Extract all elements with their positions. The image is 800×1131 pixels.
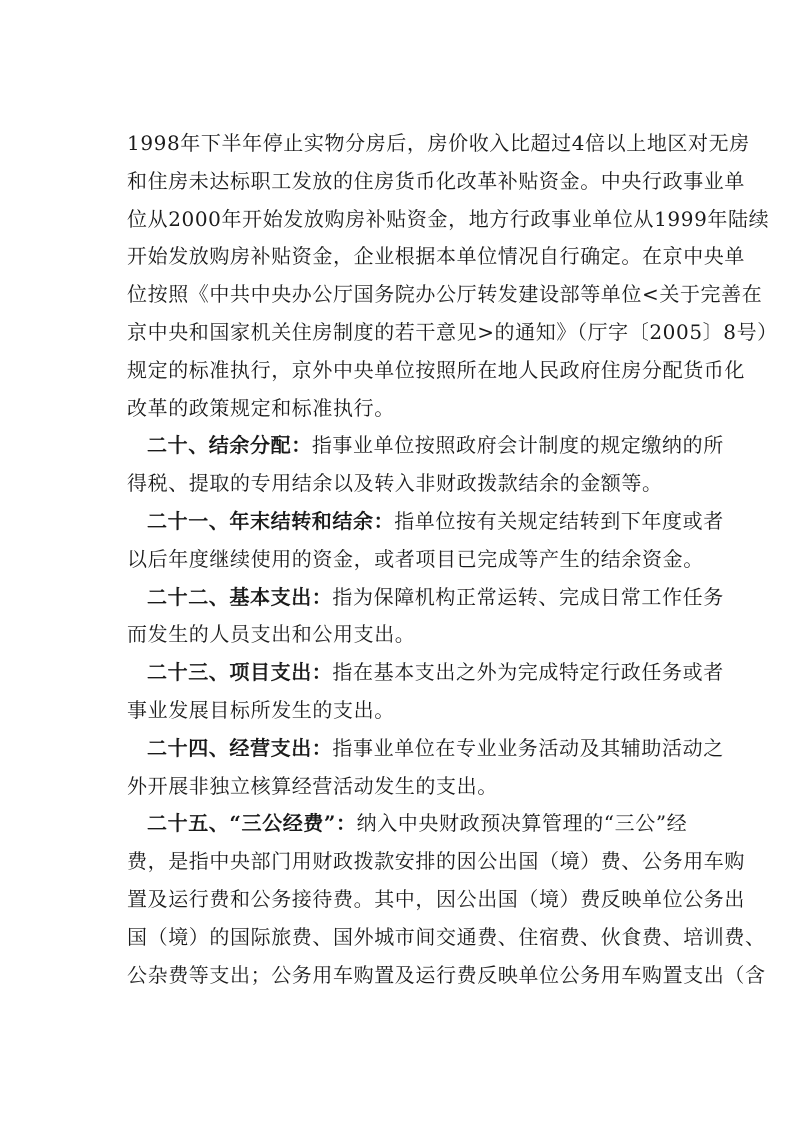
text-line (127, 163, 745, 201)
line-text: 指在基本支出之外为完成特定行政任务或者 (332, 660, 724, 685)
line-text: 开始发放购房补贴资金，企业根据本单位情况自行确定。在京中央单 (127, 244, 745, 269)
line-text: 得税、提取的专用结余以及转入非财政拨款结余的金额等。 (127, 471, 663, 496)
text-line (127, 881, 745, 919)
section-term: 二十四、经营支出： (147, 735, 333, 760)
text-line (127, 503, 724, 541)
section-term: 二十三、项目支出： (147, 660, 333, 685)
text-line (127, 125, 750, 163)
line-text: 公杂费等支出；公务用车购置及运行费反映单位公务用车购置支出（含 (127, 962, 766, 987)
text-line (127, 427, 724, 465)
section-term: 二十五、“三公经费”： (147, 811, 357, 836)
line-text: 外开展非独立核算经营活动发生的支出。 (127, 773, 498, 798)
body-text (127, 125, 778, 994)
text-line (127, 390, 717, 428)
text-line (127, 541, 717, 579)
line-text: 位按照《中共中央办公厅国务院办公厅转发建设部等单位<关于完善在 (127, 282, 763, 307)
text-line (127, 919, 766, 957)
line-text: 规定的标准执行，京外中央单位按照所在地人民政府住房分配货币化 (127, 357, 745, 382)
line-text: 位从2000年开始发放购房补贴资金，地方行政事业单位从1999年陆续 (127, 206, 770, 231)
text-line (127, 692, 717, 730)
text-line (127, 201, 770, 239)
text-line (127, 276, 763, 314)
line-text: 京中央和国家机关住房制度的若干意见>的通知》（厅字〔2005〕8号） (127, 319, 778, 344)
text-line (127, 843, 745, 881)
line-text: 指为保障机构正常运转、完成日常工作任务 (332, 584, 724, 609)
section-term: 二十一、年末结转和结余： (147, 508, 395, 533)
section-term: 二十二、基本支出： (147, 584, 333, 609)
line-text: 和住房未达标职工发放的住房货币化改革补贴资金。中央行政事业单 (127, 168, 745, 193)
text-line (127, 238, 745, 276)
text-line (127, 768, 717, 806)
line-text: 置及运行费和公务接待费。其中，因公出国（境）费反映单位公务出 (127, 886, 745, 911)
line-text: 纳入中央财政预决算管理的“三公”经 (356, 811, 688, 836)
section-term: 二十、结余分配： (147, 433, 312, 458)
text-line (127, 805, 717, 843)
line-text: 指单位按有关规定结转到下年度或者 (394, 508, 724, 533)
text-line (127, 314, 778, 352)
text-line (127, 465, 717, 503)
line-text: 改革的政策规定和标准执行。 (127, 395, 395, 420)
line-text: 1998年下半年停止实物分房后，房价收入比超过4倍以上地区对无房 (127, 131, 750, 155)
text-line (127, 730, 724, 768)
line-text: 国（境）的国际旅费、国外城市间交通费、住宿费、伙食费、培训费、 (127, 924, 766, 949)
line-text: 指事业单位在专业业务活动及其辅助活动之 (332, 735, 724, 760)
text-line (127, 579, 724, 617)
line-text: 事业发展目标所发生的支出。 (127, 697, 395, 722)
line-text: 而发生的人员支出和公用支出。 (127, 622, 416, 647)
text-line (127, 654, 724, 692)
text-line (127, 957, 766, 995)
text-line (127, 616, 717, 654)
line-text: 指事业单位按照政府会计制度的规定缴纳的所 (311, 433, 724, 458)
text-line (127, 352, 745, 390)
line-text: 以后年度继续使用的资金，或者项目已完成等产生的结余资金。 (127, 546, 704, 571)
line-text: 费，是指中央部门用财政拨款安排的因公出国（境）费、公务用车购 (127, 849, 745, 874)
